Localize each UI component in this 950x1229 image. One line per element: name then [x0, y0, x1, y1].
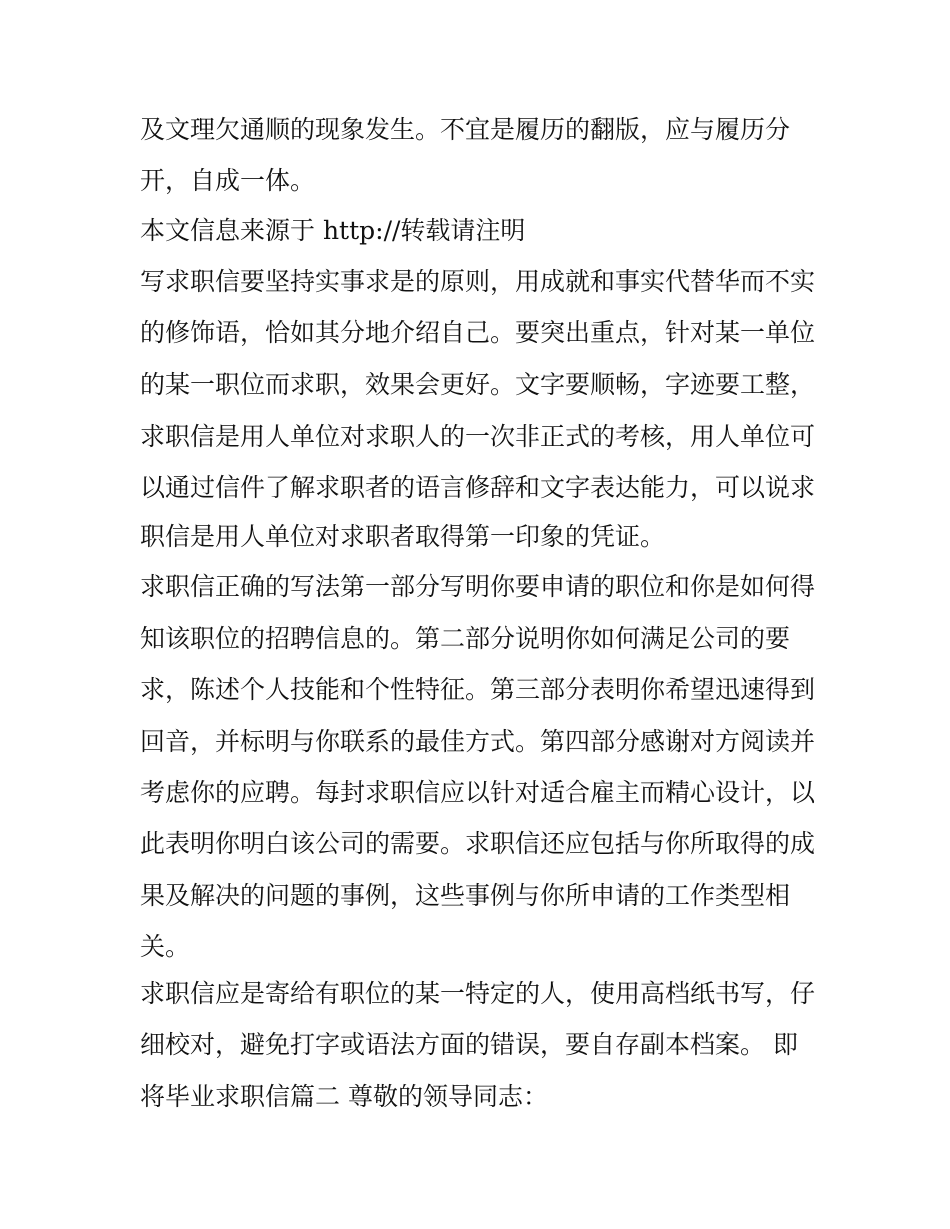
text-line: 及文理欠通顺的现象发生。不宜是履历的翻版，应与履历分 [140, 115, 791, 144]
text-line: 将毕业求职信篇二 尊敬的领导同志： [140, 1082, 548, 1111]
text-line: 以通过信件了解求职者的语言修辞和文字表达能力，可以说求 [140, 473, 816, 502]
text-line: 写求职信要坚持实事求是的原则，用成就和事实代替华而不实 [140, 267, 816, 296]
text-line: 知该职位的招聘信息的。第二部分说明你如何满足公司的要 [140, 624, 791, 653]
text-line: 本文信息来源于 http://转载请注明 [140, 216, 526, 245]
text-line: 考虑你的应聘。每封求职信应以针对适合雇主而精心设计，以 [140, 778, 816, 807]
text-line: 细校对，避免打字或语法方面的错误，要自存副本档案。 即 [140, 1030, 798, 1059]
text-line: 果及解决的问题的事例，这些事例与你所申请的工作类型相 [140, 881, 791, 910]
text-line: 求职信是用人单位对求职人的一次非正式的考核，用人单位可 [140, 422, 816, 451]
text-line: 的修饰语，恰如其分地介绍自己。要突出重点，针对某一单位 [140, 318, 816, 347]
text-line: 此表明你明白该公司的需要。求职信还应包括与你所取得的成 [140, 829, 816, 858]
text-line: 关。 [140, 932, 191, 961]
text-line: 求职信应是寄给有职位的某一特定的人，使用高档纸书写，仔 [140, 979, 816, 1008]
text-line: 的某一职位而求职，效果会更好。文字要顺畅，字迹要工整， [140, 370, 816, 399]
text-line: 开，自成一体。 [140, 166, 316, 195]
text-line: 求，陈述个人技能和个性特征。第三部分表明你希望迅速得到 [140, 675, 816, 704]
text-line: 职信是用人单位对求职者取得第一印象的凭证。 [140, 522, 666, 551]
text-line: 回音，并标明与你联系的最佳方式。第四部分感谢对方阅读并 [140, 727, 816, 756]
text-line: 求职信正确的写法第一部分写明你要申请的职位和你是如何得 [140, 572, 816, 601]
